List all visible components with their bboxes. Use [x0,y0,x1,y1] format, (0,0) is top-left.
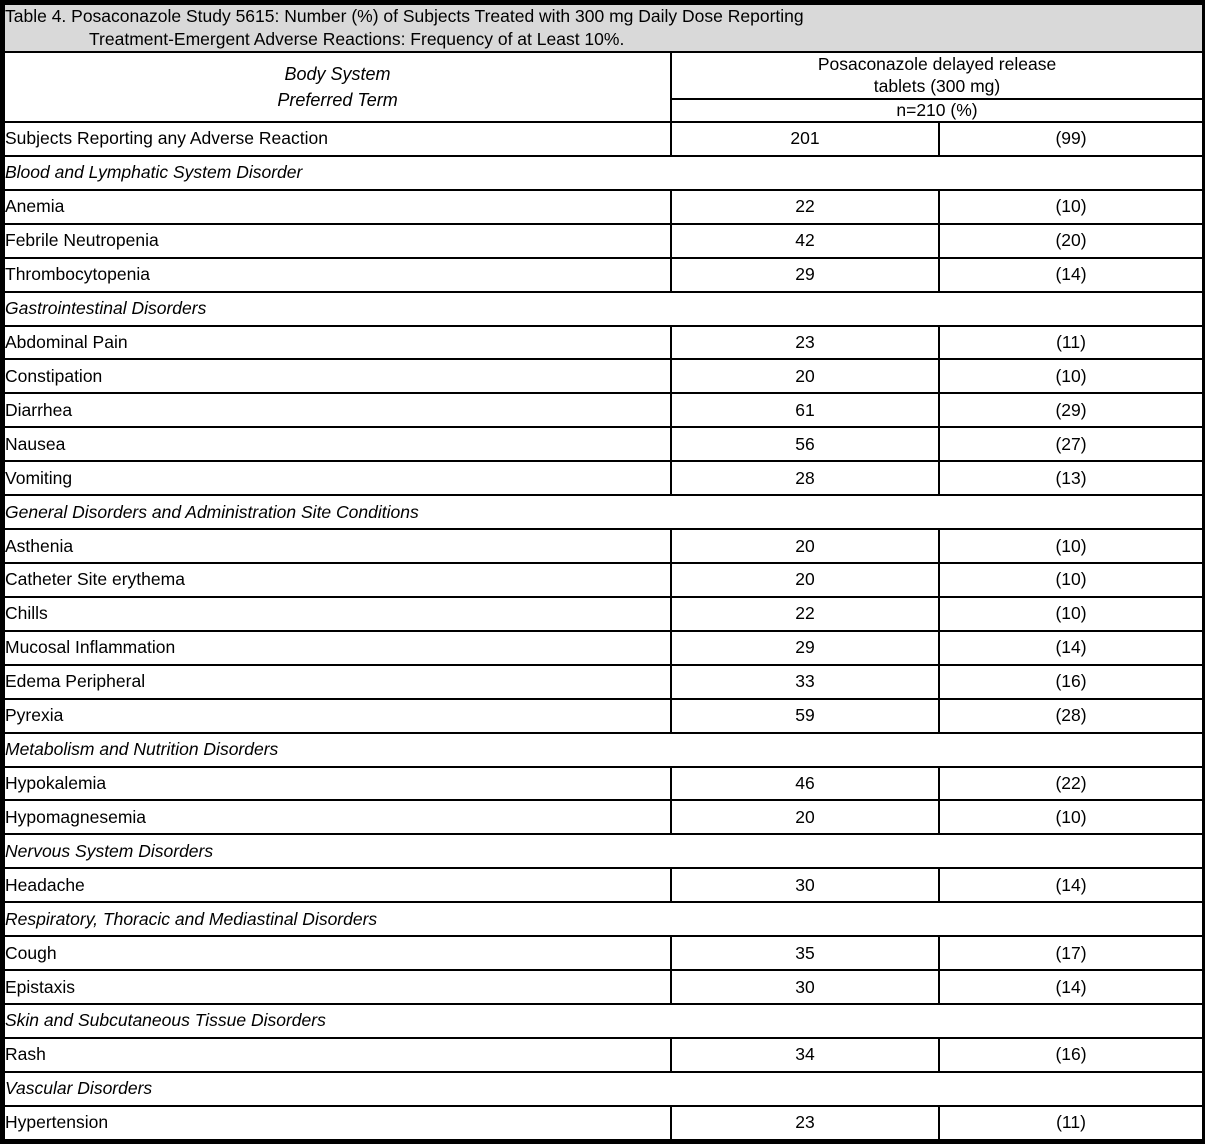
table-row [4,529,1203,563]
subject-count-cell: 30 [671,970,939,1004]
section-header-row [4,292,1203,326]
table-row [4,936,1203,970]
subject-percent-cell: (10) [939,563,1203,597]
adverse-reactions-table [3,3,1204,1141]
subject-count-cell: 29 [671,258,939,292]
table-row [4,631,1203,665]
table-row [4,427,1203,461]
preferred-term-cell: Vomiting [4,461,671,495]
subject-count-cell: 42 [671,224,939,258]
table-body [4,122,1203,1140]
section-header-label: Blood and Lymphatic System Disorder [4,156,1203,190]
table-row [4,563,1203,597]
subject-count-cell: 23 [671,1106,939,1140]
preferred-term-cell: Mucosal Inflammation [4,631,671,665]
table-title-line-1: Table 4. Posaconazole Study 5615: Number (%) of Subjects Treated with 300 mg Daily Dose Reporting [5,6,804,26]
column-header-treatment-line-1: Posaconazole delayed release [817,53,1057,74]
subject-percent-cell: (14) [939,631,1203,665]
subject-percent-cell: (10) [939,529,1203,563]
table-row [4,122,1203,156]
subject-percent-cell: (14) [939,868,1203,902]
subject-count-cell: 33 [671,665,939,699]
subject-count-cell: 201 [671,122,939,156]
section-header-label: Gastrointestinal Disorders [4,292,1203,326]
column-header-treatment-line-2: tablets (300 mg) [873,76,1001,97]
table-row [4,665,1203,699]
subject-percent-cell: (99) [939,122,1203,156]
preferred-term-cell: Headache [4,868,671,902]
subject-count-cell: 56 [671,427,939,461]
subject-percent-cell: (11) [939,326,1203,360]
table-row [4,359,1203,393]
section-header-row [4,1072,1203,1106]
subject-percent-cell: (13) [939,461,1203,495]
column-header-treatment-group [671,52,1203,100]
subject-percent-cell: (22) [939,767,1203,801]
table-row [4,699,1203,733]
preferred-term-cell: Asthenia [4,529,671,563]
preferred-term-cell: Anemia [4,190,671,224]
preferred-term-cell: Nausea [4,427,671,461]
subject-percent-cell: (29) [939,393,1203,427]
subject-count-cell: 61 [671,393,939,427]
preferred-term-cell: Hypokalemia [4,767,671,801]
preferred-term-cell: Thrombocytopenia [4,258,671,292]
preferred-term-cell: Hypomagnesemia [4,800,671,834]
preferred-term-cell: Chills [4,597,671,631]
subject-count-cell: 30 [671,868,939,902]
preferred-term-cell: Edema Peripheral [4,665,671,699]
subject-percent-cell: (10) [939,800,1203,834]
section-header-label: Metabolism and Nutrition Disorders [4,733,1203,767]
subject-percent-cell: (10) [939,597,1203,631]
subject-count-cell: 59 [671,699,939,733]
table-row [4,800,1203,834]
table-header [4,4,1203,122]
subject-count-cell: 23 [671,326,939,360]
preferred-term-cell: Epistaxis [4,970,671,1004]
subject-count-cell: 22 [671,597,939,631]
table-row [4,224,1203,258]
table-row [4,461,1203,495]
preferred-term-cell: Hypertension [4,1106,671,1140]
table-row [4,258,1203,292]
section-header-label: Nervous System Disorders [4,834,1203,868]
table-row [4,326,1203,360]
subject-percent-cell: (27) [939,427,1203,461]
table-row [4,597,1203,631]
table-title-line-2: Treatment-Emergent Adverse Reactions: Frequency of at Least 10%. [89,28,625,49]
table-title [4,4,1203,52]
preferred-term-cell: Pyrexia [4,699,671,733]
table-row [4,393,1203,427]
column-header-row [4,52,1203,100]
subject-percent-cell: (14) [939,970,1203,1004]
section-header-row [4,495,1203,529]
table-title-row [4,4,1203,52]
table-row [4,970,1203,1004]
section-header-row [4,902,1203,936]
section-header-row [4,834,1203,868]
table-row [4,1038,1203,1072]
preferred-term-cell: Cough [4,936,671,970]
section-header-row [4,733,1203,767]
subject-count-cell: 20 [671,563,939,597]
section-header-label: Respiratory, Thoracic and Mediastinal Disorders [4,902,1203,936]
section-header-label: General Disorders and Administration Site Conditions [4,495,1203,529]
preferred-term-cell: Abdominal Pain [4,326,671,360]
section-header-row [4,156,1203,190]
table-row [4,190,1203,224]
subject-percent-cell: (17) [939,936,1203,970]
subject-percent-cell: (16) [939,1038,1203,1072]
section-header-label: Vascular Disorders [4,1072,1203,1106]
table-row [4,1106,1203,1140]
subject-count-cell: 20 [671,529,939,563]
preferred-term-cell: Subjects Reporting any Adverse Reaction [4,122,671,156]
preferred-term-cell: Febrile Neutropenia [4,224,671,258]
subject-count-cell: 29 [671,631,939,665]
subject-percent-cell: (16) [939,665,1203,699]
column-header-body-system [4,52,671,123]
preferred-term-cell: Constipation [4,359,671,393]
subject-percent-cell: (10) [939,190,1203,224]
subject-count-cell: 35 [671,936,939,970]
subject-percent-cell: (20) [939,224,1203,258]
preferred-term-cell: Catheter Site erythema [4,563,671,597]
subject-percent-cell: (28) [939,699,1203,733]
subject-count-cell: 28 [671,461,939,495]
section-header-label: Skin and Subcutaneous Tissue Disorders [4,1004,1203,1038]
table-row [4,767,1203,801]
subject-count-cell: 46 [671,767,939,801]
subject-percent-cell: (11) [939,1106,1203,1140]
preferred-term-cell: Diarrhea [4,393,671,427]
subject-count-cell: 20 [671,359,939,393]
subject-count-cell: 22 [671,190,939,224]
subject-percent-cell: (10) [939,359,1203,393]
subject-count-cell: 34 [671,1038,939,1072]
preferred-term-cell: Rash [4,1038,671,1072]
table-row [4,868,1203,902]
column-header-body-system-line-2: Preferred Term [277,89,398,110]
column-header-sample-size: n=210 (%) [671,99,1203,122]
column-header-body-system-line-1: Body System [284,63,391,84]
subject-count-cell: 20 [671,800,939,834]
section-header-row [4,1004,1203,1038]
subject-percent-cell: (14) [939,258,1203,292]
